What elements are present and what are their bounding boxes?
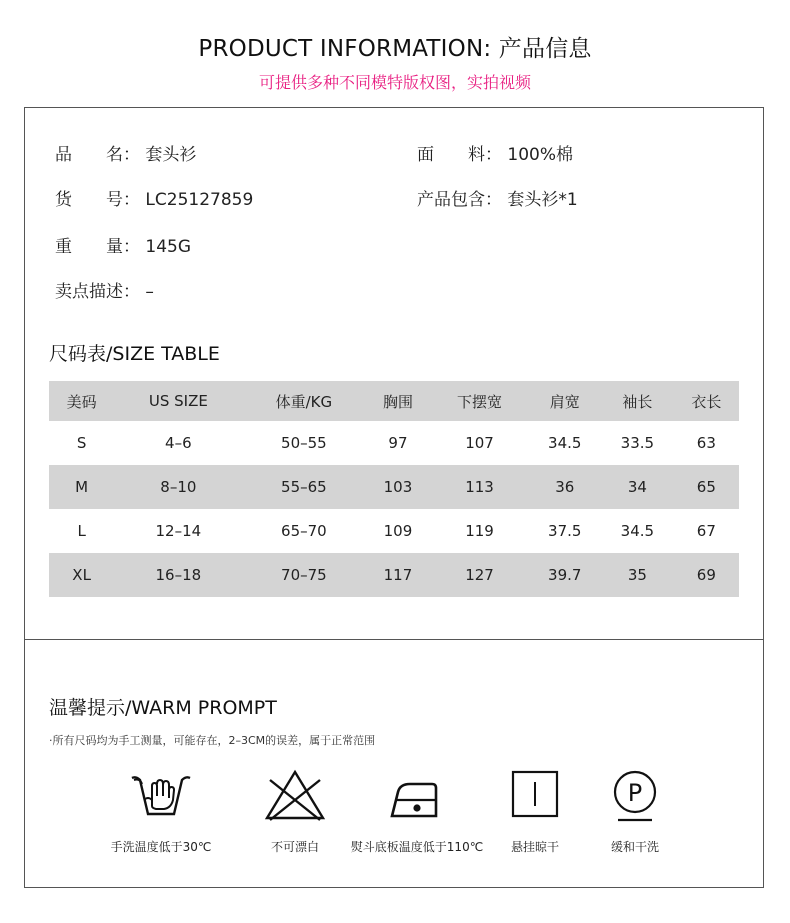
table-cell: 65–70 [281, 522, 327, 540]
table-cell: 119 [465, 522, 494, 540]
fabric-value: 100%棉 [507, 145, 574, 165]
table-cell: M [75, 478, 89, 496]
sku-value: LC25127859 [145, 190, 254, 210]
header-cell: 美码 [66, 392, 97, 411]
hand-wash-icon [126, 768, 196, 824]
table-cell: 37.5 [548, 522, 582, 540]
table-cell: 65 [696, 478, 716, 496]
iron-icon [382, 768, 452, 824]
table-cell: XL [72, 566, 91, 584]
table-row [49, 465, 739, 509]
care-item-dry-clean [565, 768, 705, 855]
info-panel [24, 107, 764, 888]
table-cell: 63 [696, 434, 716, 452]
table-cell: 16–18 [155, 566, 202, 584]
selling-point-label: 卖点描述： [55, 282, 140, 302]
header-cell: 体重/KG [275, 392, 333, 411]
table-cell: S [76, 434, 87, 452]
hang-dry-icon [500, 768, 570, 824]
table-cell: 4–6 [165, 434, 192, 452]
header-cell: 胸围 [382, 392, 413, 411]
table-cell: 33.5 [620, 434, 655, 452]
hand-wash-label: 手洗温度低于30℃ [110, 840, 212, 854]
table-cell: 12–14 [155, 522, 202, 540]
product-name-row [55, 140, 196, 165]
table-row [49, 421, 739, 465]
product-name-label: 品 名： [55, 145, 140, 165]
header-cell: US SIZE [148, 392, 208, 410]
header-cell: 袖长 [622, 392, 653, 411]
table-cell: 113 [465, 478, 494, 496]
care-item-hand-wash [91, 768, 231, 855]
contents-value: 套头衫*1 [507, 190, 578, 210]
size-table-title: 尺码表/SIZE TABLE [49, 343, 220, 365]
header-cell: 肩宽 [549, 392, 580, 411]
table-cell: 8–10 [160, 478, 197, 496]
fabric-label: 面 料： [417, 145, 502, 165]
dry-clean-label: 缓和干洗 [610, 840, 659, 854]
weight-label: 重 量： [55, 237, 140, 257]
page-subtitle: 可提供多种不同模特版权图，实拍视频 [258, 73, 531, 92]
header-cell: 衣长 [691, 392, 722, 411]
table-cell: 97 [388, 434, 408, 452]
warm-prompt-title: 温馨提示/WARM PROMPT [49, 697, 277, 719]
table-row [49, 509, 739, 553]
table-cell: 103 [383, 478, 413, 496]
selling-point-row [55, 277, 154, 302]
table-cell: 127 [465, 566, 494, 584]
care-item-no-bleach [225, 768, 365, 855]
table-cell: 39.7 [548, 566, 582, 584]
table-cell: 69 [696, 566, 716, 584]
table-cell: 109 [383, 522, 413, 540]
section-divider [25, 639, 763, 640]
weight-value: 145G [145, 237, 192, 257]
table-cell: 34 [627, 478, 647, 496]
iron-label: 熨斗底板温度低于110℃ [350, 840, 484, 854]
table-cell: 34.5 [620, 522, 655, 540]
page-title: PRODUCT INFORMATION: 产品信息 [198, 36, 592, 62]
sku-label: 货 号： [55, 190, 140, 210]
table-cell: 117 [383, 566, 413, 584]
table-cell: 70–75 [281, 566, 327, 584]
weight-row [55, 232, 191, 257]
table-cell: 67 [696, 522, 716, 540]
table-cell: 107 [465, 434, 494, 452]
product-name-value: 套头衫 [145, 145, 197, 165]
measurement-note: ·所有尺码均为手工测量，可能存在，2–3CM的误差，属于正常范围 [49, 734, 376, 747]
selling-point-value: – [145, 282, 154, 302]
contents-row [417, 185, 578, 210]
size-table [49, 381, 739, 597]
no-bleach-icon [260, 768, 330, 824]
table-cell: 50–55 [281, 434, 327, 452]
contents-label: 产品包含： [417, 190, 502, 210]
sku-row [55, 185, 253, 210]
table-cell: 34.5 [548, 434, 582, 452]
size-table-header [49, 381, 739, 421]
fabric-row [417, 140, 573, 165]
table-row [49, 553, 739, 597]
table-cell: 55–65 [281, 478, 327, 496]
header-cell: 下摆宽 [457, 392, 503, 411]
table-cell: 36 [555, 478, 575, 496]
dry-clean-p-icon [600, 768, 670, 824]
hang-dry-label: 悬挂晾干 [510, 840, 559, 854]
table-cell: L [77, 522, 86, 540]
no-bleach-label: 不可漂白 [270, 840, 319, 854]
table-cell: 35 [627, 566, 647, 584]
svg-text:P: P [627, 779, 643, 807]
